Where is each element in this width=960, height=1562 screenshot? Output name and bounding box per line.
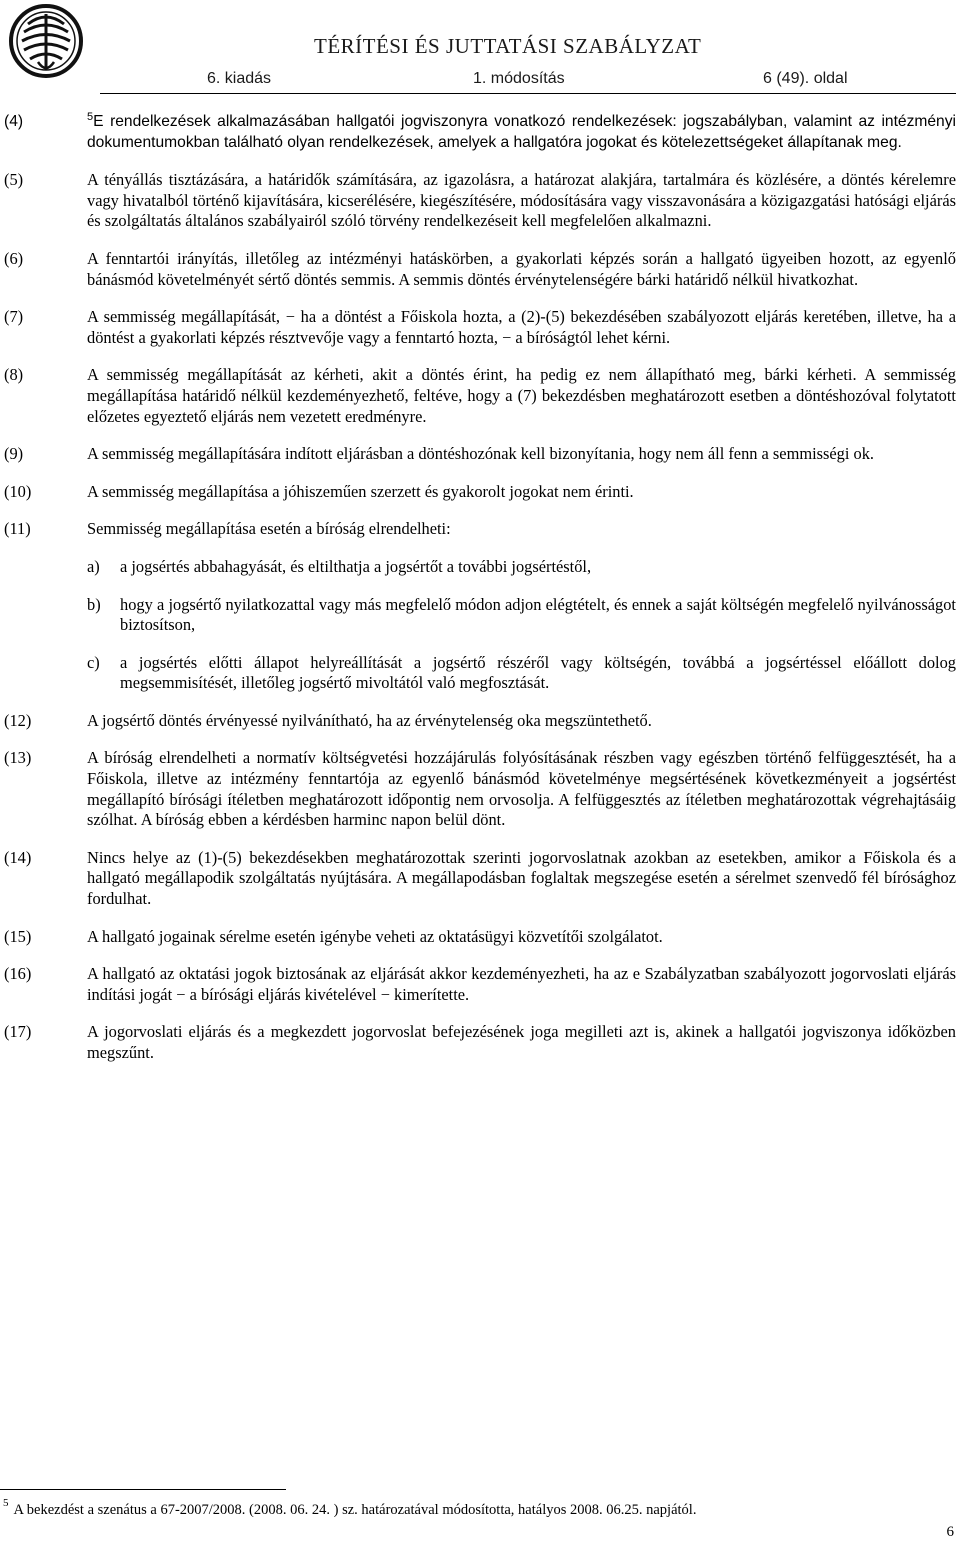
paragraph-number: (14) bbox=[4, 847, 32, 867]
paragraph-text: E rendelkezések alkalmazásában hallgatói jogviszonyra vonatkozó rendelkezések: jogszabályban, valamint az intézményi dokumentumokban található olyan rendelkezések, amelyek a hallgatóra jogokat és kötelezettségeket állapítanak meg. bbox=[87, 113, 956, 151]
list-letter: b) bbox=[87, 594, 101, 614]
paragraph-text: A tényállás tisztázására, a határidők számítására, az igazolásra, a határozat alakjára, tartalmára és közlésére, a döntés kérelemre vagy hivatalból történő kijavítására, kicserélésére, kiegészítésére, módosítására vagy visszavonására a közigazgatási hatósági eljárás és szolgáltatás általános szabályairól szóló törvény rendelkezéseit kell megfelelően alkalmazni. bbox=[87, 170, 956, 231]
paragraph-15 bbox=[0, 927, 956, 948]
footnote-divider bbox=[0, 1489, 286, 1490]
list-item-b bbox=[0, 595, 956, 636]
footnote-number: 5 bbox=[3, 1497, 9, 1509]
paragraph-6 bbox=[0, 249, 956, 290]
footnote-ref: 5 bbox=[87, 111, 94, 123]
paragraph-text: A semmisség megállapítására indított eljárásban a döntéshozónak kell bizonyítania, hogy nem áll fenn a semmisségi ok. bbox=[87, 444, 875, 464]
page-reference: 6 (49). oldal bbox=[763, 70, 848, 87]
page-number: 6 bbox=[946, 1524, 954, 1540]
paragraph-number: (10) bbox=[4, 481, 32, 501]
paragraph-number: (17) bbox=[4, 1022, 32, 1042]
paragraph-text: A semmisség megállapítását az kérheti, akit a döntés érint, ha pedig ez nem állapítható meg, bárki kérheti. A semmisség megállapítása határidő nélkül kezdeményezhető, feltéve, hogy a (7) bekezdésben meghatározott esetben a döntéshozóval folytatott előzetes egyeztető eljárás nem vezetett eredményre. bbox=[87, 365, 956, 426]
list-item-c bbox=[0, 653, 956, 694]
institution-logo-icon bbox=[8, 2, 84, 80]
footnote-text: A bekezdést a szenátus a 67-2007/2008. (2008. 06. 24. ) sz. határozatával módosította, hatályos 2008. 06.25. napjától. bbox=[13, 1502, 697, 1518]
paragraph-5 bbox=[0, 170, 956, 232]
paragraph-9 bbox=[0, 444, 956, 465]
footnote bbox=[3, 1497, 696, 1519]
paragraph-text: Semmisség megállapítása esetén a bíróság elrendelheti: bbox=[87, 519, 451, 539]
paragraph-text: A hallgató az oktatási jogok biztosának az eljárását akkor kezdeményezheti, ha az e Szabályzatban szabályozott jogorvoslati eljárás indítási jogát − a bírósági eljárás kivételével − kimerítette. bbox=[87, 964, 956, 1004]
list-item-text: hogy a jogsértő nyilatkozattal vagy más megfelelő módon adjon elégtételt, és ennek a saját költségén megfelelő nyilvánosságot biztosítson, bbox=[120, 594, 956, 635]
modification-label: 1. módosítás bbox=[473, 70, 565, 87]
paragraph-text: Nincs helye az (1)-(5) bekezdésekben meghatározottak szerinti jogorvoslatnak azokban az esetekben, amikor a Főiskola és a hallgató megállapodik szolgáltatás nyújtására. A megállapodásban foglaltak megszegése esetén a sérelmet szenvedő fél bírósághoz fordulhat. bbox=[87, 847, 956, 909]
paragraph-text: A semmisség megállapítása a jóhiszeműen szerzett és gyakorolt jogokat nem érinti. bbox=[87, 481, 634, 501]
paragraph-number: (4) bbox=[4, 113, 24, 130]
paragraph-7 bbox=[0, 307, 956, 348]
paragraph-number: (13) bbox=[4, 748, 32, 768]
paragraph-number: (6) bbox=[4, 248, 24, 268]
list-item-text: a jogsértés előtti állapot helyreállítását a jogsértő részéről vagy költségén, továbbá a jogsértéssel előállott dolog megsemmisítését, illetőleg jogsértő mivoltától való megfosztását. bbox=[120, 652, 956, 693]
paragraph-text: A jogsértő döntés érvényessé nyilvánítható, ha az érvénytelenség oka megszüntethető. bbox=[87, 710, 652, 730]
paragraph-8 bbox=[0, 365, 956, 427]
paragraph-10 bbox=[0, 482, 956, 503]
paragraph-number: (15) bbox=[4, 926, 32, 946]
list-item-a bbox=[0, 557, 956, 578]
header-divider bbox=[100, 93, 956, 94]
paragraph-number: (8) bbox=[4, 365, 24, 385]
paragraph-number: (16) bbox=[4, 964, 32, 984]
paragraph-4 bbox=[0, 112, 956, 153]
paragraph-number: (12) bbox=[4, 710, 32, 730]
paragraph-number: (5) bbox=[4, 170, 24, 190]
document-body bbox=[0, 112, 956, 1081]
paragraph-text: A semmisség megállapítását, − ha a döntést a Főiskola hozta, a (2)-(5) bekezdésében szabályozott eljárás keretében, illetve, ha a döntést a gyakorlati képzés résztvevője vagy a fenntartó hozta, − a bíróságtól lehet kérni. bbox=[87, 307, 956, 347]
paragraph-number: (9) bbox=[4, 444, 24, 464]
list-item-text: a jogsértés abbahagyását, és eltilthatja a jogsértőt a további jogsértéstől, bbox=[120, 556, 592, 576]
paragraph-17 bbox=[0, 1022, 956, 1063]
paragraph-number: (7) bbox=[4, 307, 24, 327]
document-title: TÉRÍTÉSI ÉS JUTTATÁSI SZABÁLYZAT bbox=[314, 34, 702, 58]
paragraph-text: A hallgató jogainak sérelme esetén igénybe veheti az oktatásügyi közvetítői szolgálatot. bbox=[87, 926, 663, 946]
list-letter: a) bbox=[87, 556, 100, 576]
paragraph-14 bbox=[0, 848, 956, 910]
paragraph-text: A bíróság elrendelheti a normatív költségvetési hozzájárulás folyósításának részben vagy egészben történő felfüggesztését, ha a Főiskola, illetve az intézmény fenntartója az egyenlő bánásmód követelménye megsértésének következményeit a jogsértést megállapító bírósági ítéletben meghatározott időpontig nem orvosolja. A felfüggesztés az ítéletben meghatározottak végrehajtásáig szólhat. A bíróság ebben a kérdésben harminc napon belül dönt. bbox=[87, 748, 956, 830]
paragraph-text: A fenntartói irányítás, illetőleg az intézményi hatáskörben, a gyakorlati képzés során a hallgató ügyeiben hozott, az egyenlő bánásmód követelményét sértő döntés semmis. A semmis döntés érvénytelenségére bárki határidő nélkül hivatkozhat. bbox=[87, 248, 956, 289]
paragraph-11 bbox=[0, 519, 956, 540]
paragraph-13 bbox=[0, 748, 956, 830]
edition-label: 6. kiadás bbox=[207, 70, 272, 87]
paragraph-text: A jogorvoslati eljárás és a megkezdett jogorvoslat befejezésének joga megilleti azt is, akinek a hallgatói jogviszonya időközben megszűnt. bbox=[87, 1022, 956, 1062]
list-letter: c) bbox=[87, 652, 100, 672]
paragraph-16 bbox=[0, 964, 956, 1005]
paragraph-number: (11) bbox=[4, 519, 31, 539]
paragraph-12 bbox=[0, 711, 956, 732]
